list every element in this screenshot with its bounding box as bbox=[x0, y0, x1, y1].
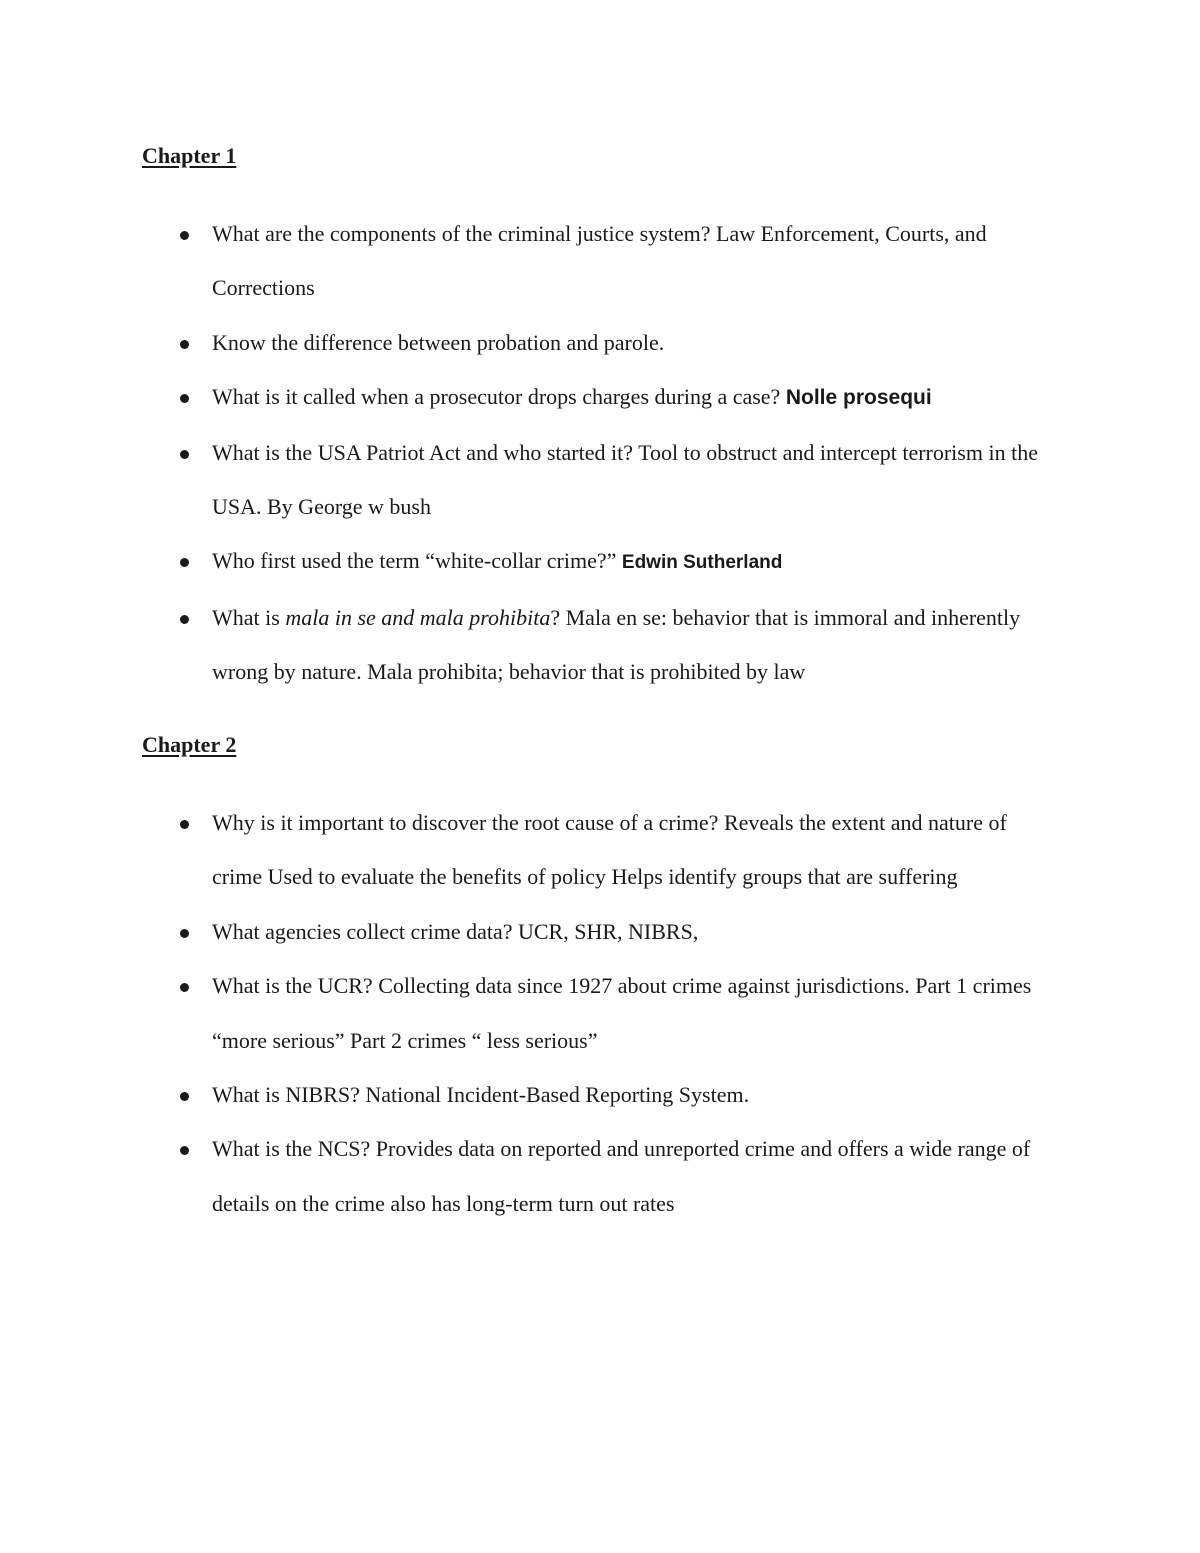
bullet-icon bbox=[180, 231, 189, 240]
list-item bbox=[0, 534, 1052, 590]
question-text: Who first used the term “white-collar crime?” bbox=[212, 548, 622, 574]
list-item bbox=[0, 207, 1052, 316]
answer-text: Provides data on reported and unreported crime and offers a wide range of details on the crime also has long-term turn out rates bbox=[212, 1136, 1031, 1216]
list-item bbox=[0, 316, 1052, 370]
answer-text: UCR, SHR, NIBRS, bbox=[512, 918, 699, 944]
question-suffix: ? bbox=[550, 604, 561, 630]
answer-text: National Incident-Based Reporting System. bbox=[359, 1082, 750, 1108]
bullet-icon bbox=[180, 983, 189, 992]
bullet-icon bbox=[180, 1092, 189, 1101]
bullet-icon bbox=[180, 820, 189, 829]
list-item bbox=[0, 796, 1052, 905]
list-item bbox=[0, 959, 1052, 1068]
list-item bbox=[0, 1068, 1052, 1122]
answer-text: Edwin Sutherland bbox=[621, 552, 783, 574]
answer-text: Tool to obstruct and intercept terrorism in the USA. By George w bush bbox=[212, 439, 1038, 520]
bullet-icon bbox=[180, 450, 189, 459]
bullet-icon bbox=[180, 558, 189, 567]
list-item bbox=[0, 426, 1052, 535]
bullet-icon bbox=[180, 1146, 189, 1155]
chapter-2-heading: Chapter 2 bbox=[142, 732, 237, 757]
question-text: What is it called when a prosecutor drops charges during a case? bbox=[212, 384, 786, 410]
question-text: What is the UCR? bbox=[212, 973, 373, 999]
bullet-icon bbox=[180, 340, 189, 349]
answer-text: Nolle prosequi bbox=[785, 386, 932, 410]
list-item bbox=[0, 905, 1052, 959]
bullet-icon bbox=[180, 929, 189, 938]
question-text: Why is it important to discover the root cause of a crime? bbox=[212, 810, 719, 835]
question-prefix: What is bbox=[212, 604, 286, 630]
question-text: What are the components of the criminal justice system? bbox=[212, 221, 711, 246]
answer-text: Mala en se: behavior that is immoral and inherently wrong by nature. Mala prohibita; behavior that is prohibited by law bbox=[212, 604, 1021, 685]
question-text: What is the USA Patriot Act and who started it? bbox=[212, 439, 633, 465]
answer-text: Reveals the extent and nature of crime Used to evaluate the benefits of policy Helps identify groups that are suffering bbox=[212, 810, 1007, 890]
answer-text: Collecting data since 1927 about crime against jurisdictions. Part 1 crimes “more serious” Part 2 crimes “ less serious” bbox=[212, 973, 1032, 1053]
bullet-icon bbox=[180, 615, 189, 624]
answer-text: Law Enforcement, Courts, and Corrections bbox=[212, 221, 987, 301]
chapter-2-list bbox=[0, 796, 1200, 1231]
chapter-1-heading: Chapter 1 bbox=[142, 143, 237, 168]
chapter-1-list bbox=[0, 207, 1200, 700]
question-text: Know the difference between probation and parole. bbox=[212, 329, 665, 355]
bullet-icon bbox=[180, 394, 189, 403]
question-text: What agencies collect crime data? bbox=[212, 918, 513, 944]
list-item bbox=[0, 370, 1052, 425]
question-text: What is the NCS? bbox=[212, 1136, 371, 1162]
question-text: What is NIBRS? bbox=[212, 1082, 360, 1108]
list-item bbox=[0, 1122, 1052, 1231]
list-item bbox=[0, 591, 1052, 700]
question-term: mala in se and mala prohibita bbox=[285, 604, 551, 630]
